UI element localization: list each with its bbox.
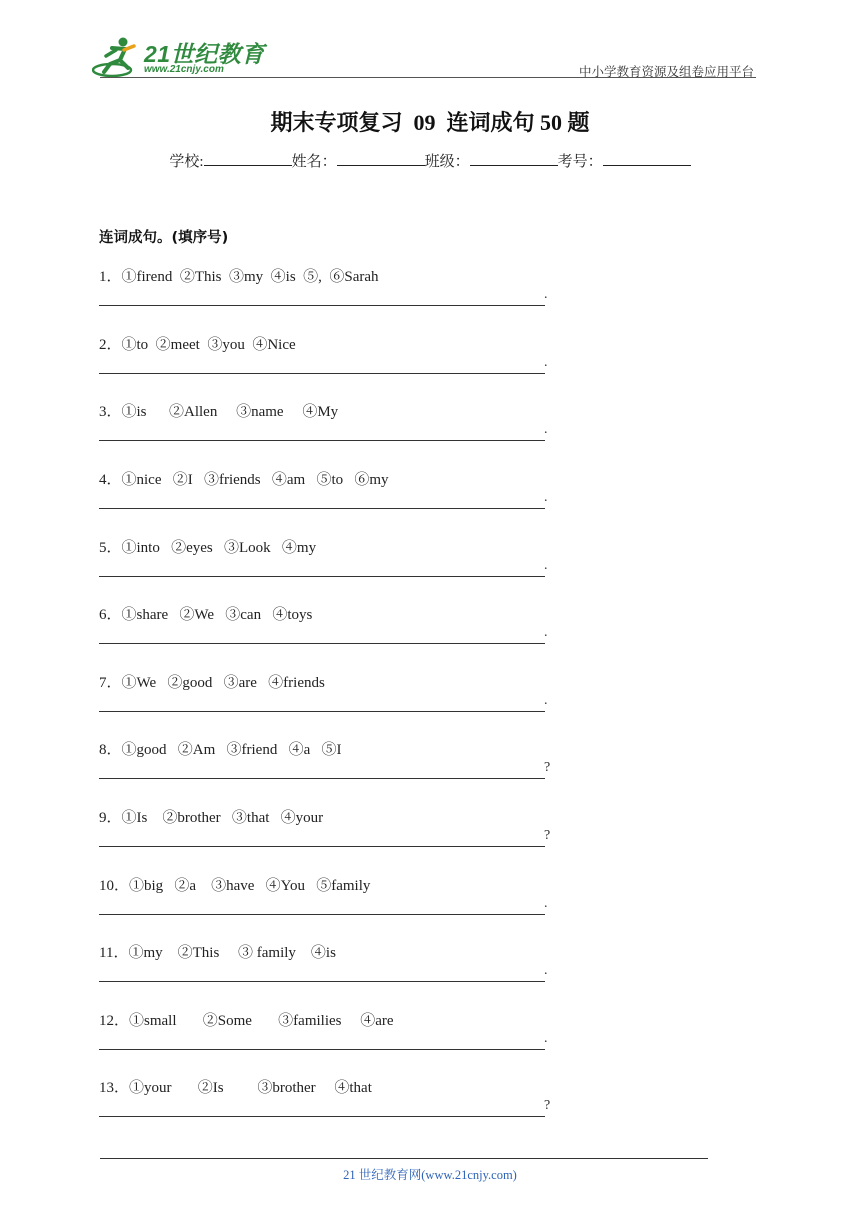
answer-punctuation: ? xyxy=(544,828,551,843)
question-item xyxy=(99,400,719,468)
student-info-fields xyxy=(0,150,860,171)
exam-number-blank[interactable] xyxy=(603,151,691,166)
question-item xyxy=(99,1009,719,1077)
answer-line[interactable] xyxy=(99,289,545,306)
school-blank[interactable] xyxy=(204,151,292,166)
question-text: 8．①good ②Am ③friend ④a ⑤I xyxy=(99,742,342,758)
answer-punctuation: . xyxy=(544,963,548,978)
answer-line[interactable] xyxy=(99,1100,545,1117)
question-text: 3．①is ②Allen ③name ④My xyxy=(99,404,339,420)
field-label: 学校: xyxy=(169,154,204,170)
footer-link[interactable]: 21 世纪教育网(www.21cnjy.com) xyxy=(343,1168,517,1182)
question-text: 9．①Is ②brother ③that ④your xyxy=(99,810,324,826)
answer-line[interactable] xyxy=(99,560,545,577)
answer-punctuation: ? xyxy=(544,760,551,775)
class-blank[interactable] xyxy=(470,151,558,166)
answer-punctuation: . xyxy=(544,558,548,573)
page-title: 期末专项复习 09 连词成句 50 题 xyxy=(270,110,590,135)
question-text: 12．①small ②Some ③families ④are xyxy=(99,1013,394,1029)
question-text: 10．①big ②a ③have ④You ⑤family xyxy=(99,878,371,894)
section-title: 连词成句。(填序号) xyxy=(99,230,229,246)
answer-line[interactable] xyxy=(99,357,545,374)
field-label: 班级： xyxy=(424,154,470,170)
question-item xyxy=(99,671,719,739)
question-item xyxy=(99,874,719,942)
name-blank[interactable] xyxy=(337,151,425,166)
field-name xyxy=(292,150,425,171)
answer-line[interactable] xyxy=(99,830,545,847)
answer-punctuation: . xyxy=(544,1031,548,1046)
answer-line[interactable] xyxy=(99,965,545,982)
question-text: 11．①my ②This ③ family ④is xyxy=(99,945,336,961)
answer-line[interactable] xyxy=(99,762,545,779)
question-text: 7．①We ②good ③are ④friends xyxy=(99,675,325,691)
field-class xyxy=(425,150,558,171)
question-item xyxy=(99,806,719,874)
answer-line[interactable] xyxy=(99,492,545,509)
answer-punctuation: . xyxy=(544,490,548,505)
field-label: 姓名： xyxy=(291,154,337,170)
question-item xyxy=(99,941,719,1009)
answer-line[interactable] xyxy=(99,627,545,644)
field-school xyxy=(169,150,291,171)
question-text: 13．①your ②Is ③brother ④that xyxy=(99,1080,372,1096)
question-item xyxy=(99,468,719,536)
question-text: 1．①firend ②This ③my ④is ⑤, ⑥Sarah xyxy=(99,269,379,285)
answer-punctuation: . xyxy=(544,693,548,708)
field-label: 考号： xyxy=(557,154,603,170)
answer-line[interactable] xyxy=(99,695,545,712)
logo-brand-text: 21世纪教育 xyxy=(144,41,265,67)
footer-divider xyxy=(100,1158,708,1159)
answer-punctuation: . xyxy=(544,896,548,911)
answer-punctuation: . xyxy=(544,625,548,640)
field-exam-number xyxy=(558,150,691,171)
question-item xyxy=(99,738,719,806)
question-text: 6．①share ②We ③can ④toys xyxy=(99,607,313,623)
question-text: 4．①nice ②I ③friends ④am ⑤to ⑥my xyxy=(99,472,389,488)
question-item xyxy=(99,1076,719,1144)
answer-punctuation: ? xyxy=(544,1098,551,1113)
answer-line[interactable] xyxy=(99,424,545,441)
question-text: 5．①into ②eyes ③Look ④my xyxy=(99,540,317,556)
answer-punctuation: . xyxy=(544,287,548,302)
logo-url-text: www.21cnjy.com xyxy=(144,64,224,75)
answer-line[interactable] xyxy=(99,1033,545,1050)
runner-icon xyxy=(92,34,144,80)
header-divider xyxy=(100,77,756,78)
question-item xyxy=(99,603,719,671)
site-logo xyxy=(92,34,265,80)
platform-tagline: 中小学教育资源及组卷应用平台 xyxy=(578,65,754,79)
answer-punctuation: . xyxy=(544,422,548,437)
answer-line[interactable] xyxy=(99,898,545,915)
question-item xyxy=(99,536,719,604)
question-item xyxy=(99,265,719,333)
answer-punctuation: . xyxy=(544,355,548,370)
question-text: 2．①to ②meet ③you ④Nice xyxy=(99,337,296,353)
question-item xyxy=(99,333,719,401)
